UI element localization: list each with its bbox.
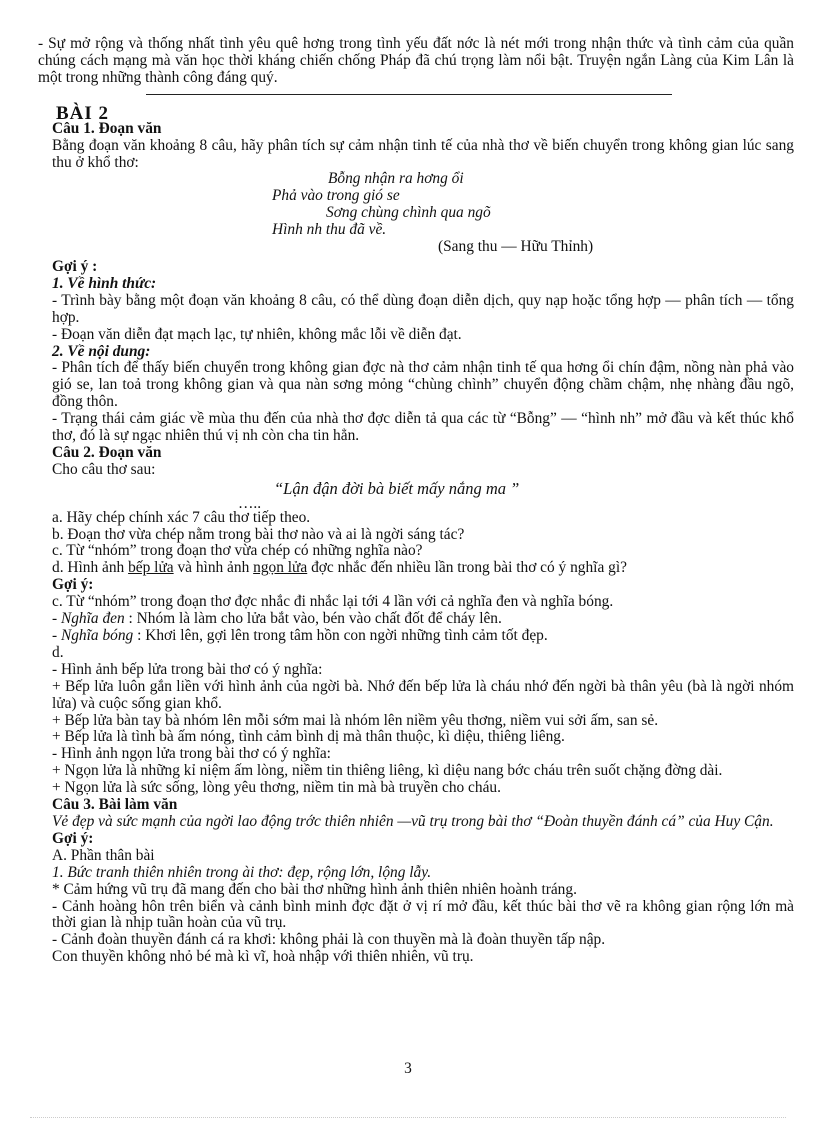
cau3-line: - Cảnh đoàn thuyền đánh cá ra khơi: không phải là con thuyền mà là đoàn thuyền tấp nập. <box>52 931 606 949</box>
question-d-end: đợc nhắc đến nhiều lần trong bài thơ có ý nghĩa gì? <box>307 559 627 577</box>
cau3-line: Con thuyền không nhỏ bé mà kì vĩ, hoà nhập với thiên nhiên, vũ trụ. <box>52 948 474 966</box>
section-divider <box>146 94 672 95</box>
page-number: 3 <box>404 1060 412 1077</box>
question-d-mid: và hình ảnh <box>173 559 254 577</box>
answer-d-line: - Hình ảnh bếp lửa trong bài thơ có ý nghĩa: <box>52 660 323 678</box>
literal-meaning-label: - Nghĩa đen <box>52 610 125 628</box>
figurative-meaning <box>38 628 794 645</box>
answer-d-line: - Hình ảnh ngọn lửa trong bài thơ có ý nghĩa: <box>52 745 331 763</box>
cau3-line: - Cảnh hoàng hôn trên biển và cảnh bình minh đợc đặt ở vị rí mở đầu, kết thúc bài thơ vẽ ra không gian rộng lớn mà thời gian là nhịp tuần hoàn của vũ trụ. <box>52 897 794 932</box>
poem-line-3: Sơng chùng chình qua ngõ <box>326 204 491 222</box>
question-d-term-1: bếp lửa <box>128 559 174 577</box>
answer-d-line: + Ngọn lửa là sức sống, lòng yêu thơng, niềm tin mà bà truyền cho cháu. <box>52 779 501 797</box>
cau2-quote: “Lận đận đời bà biết mấy nắng ma ” <box>274 478 520 498</box>
content-point-1: - Phân tích để thấy biến chuyển trong không gian đợc nà thơ cảm nhận tinh tế qua hơng ổi chín đậm, nồng nàn phả vào gió se, lan toả trong không gian và qua nàn sơng mỏng “chùng chình” chuyển động chầm chậm, nhẹ nhàng đầu ngõ, đồng thôn. <box>52 359 794 411</box>
poem-source: (Sang thu — Hữu Thỉnh) <box>438 238 594 256</box>
cau3-prompt: Vẻ đẹp và sức mạnh của ngời lao động trớc thiên nhiên —vũ trụ trong bài thơ “Đoàn thuyền đánh cá” của Huy Cận. <box>52 812 774 830</box>
figurative-meaning-label: - Nghĩa bóng <box>52 627 134 644</box>
cau1-heading: Câu 1. Đoạn văn <box>52 119 162 137</box>
cau3-hint-heading: Gợi ý: <box>52 829 94 847</box>
poem-line-2: Phả vào trong gió se <box>272 187 400 205</box>
answer-c: c. Từ “nhóm” trong đoạn thơ đợc nhắc đi nhắc lại tới 4 lần với cả nghĩa đen và nghĩa bóng. <box>52 593 614 611</box>
answer-d-line: + Bếp lửa luôn gắn liền với hình ảnh của ngời bà. Nhớ đến bếp lửa là cháu nhớ đến ngời bà thân yêu (bà là ngời nhóm lửa) và cuộc sống gian khổ. <box>52 677 794 712</box>
cau3-line: * Cảm hứng vũ trụ đã mang đến cho bài thơ những hình ảnh thiên nhiên hoành tráng. <box>52 880 577 898</box>
literal-meaning <box>38 611 794 628</box>
literal-meaning-text: : Nhóm là làm cho lửa bắt vào, bén vào chất đốt để cháy lên. <box>124 610 502 628</box>
answer-d-line: + Bếp lửa là tình bà ấm nóng, tình cảm bình dị mà thân thuộc, kì diệu, thiêng liêng. <box>52 728 565 746</box>
form-heading: 1. Về hình thức: <box>52 274 157 292</box>
question-c: c. Từ “nhóm” trong đoạn thơ vừa chép có những nghĩa nào? <box>52 542 423 560</box>
answer-d: d. <box>52 643 64 661</box>
cau2-heading: Câu 2. Đoạn văn <box>52 443 162 461</box>
question-a: a. Hãy chép chính xác 7 câu thơ tiếp theo. <box>52 508 311 526</box>
cau2-hint-heading: Gợi ý: <box>52 576 94 594</box>
lesson-title: BÀI 2 <box>56 102 110 124</box>
document-page <box>38 36 794 966</box>
intro-paragraph: - Sự mở rộng và thống nhất tình yêu quê hơng trong tình yếu đất nớc là nét mới trong nhận thức và tình cảm của quần chúng cách mạng mà văn học thời kháng chiến chống Pháp đã chú trọng làm nổi bật. Truyện ngắn Làng của Kim Lân là một trong những thành công đáng quý. <box>38 35 794 86</box>
cau2-ellipsis: ….. <box>238 494 262 512</box>
cau2-prompt: Cho câu thơ sau: <box>52 460 156 478</box>
form-point-2: - Đoạn văn diễn đạt mạch lạc, tự nhiên, không mắc lỗi về diễn đạt. <box>52 325 462 343</box>
question-b: b. Đoạn thơ vừa chép nằm trong bài thơ nào và ai là ngời sáng tác? <box>52 525 465 543</box>
cau3-subheading: 1. Bức tranh thiên nhiên trong ài thơ: đẹp, rộng lớn, lộng lẫy. <box>52 863 432 881</box>
cau1-prompt: Bằng đoạn văn khoảng 8 câu, hãy phân tích sự cảm nhận tinh tế của nhà thơ về biến chuyển trong không gian lúc sang thu ở khổ thơ: <box>52 136 794 171</box>
figurative-meaning-text: : Khơi lên, gợi lên trong tâm hồn con ngời những tình cảm tốt đẹp. <box>133 627 548 644</box>
content-point-2: - Trạng thái cảm giác về mùa thu đến của nhà thơ đợc diễn tả qua các từ “Bỗng” — “hình nh” mở đầu và kết thúc khổ thơ, đó là sự ngạc nhiên thú vị nh còn cha tin hẳn. <box>52 410 794 445</box>
content-heading: 2. Về nội dung: <box>52 342 151 360</box>
cau3-heading: Câu 3. Bài làm văn <box>52 796 178 814</box>
question-d-term-2: ngọn lửa <box>253 559 308 577</box>
cau1-hint-heading: Gợi ý : <box>52 257 98 275</box>
answer-d-line: + Ngọn lửa là những kỉ niệm ấm lòng, niềm tin thiêng liêng, kì diệu nang bớc cháu trên suốt chặng đờng dài. <box>52 762 723 780</box>
question-d <box>38 560 794 577</box>
form-point-1: - Trình bày bằng một đoạn văn khoảng 8 câu, có thể dùng đoạn diễn dịch, quy nạp hoặc tổng hợp — phân tích — tổng hợp. <box>52 291 794 326</box>
poem-line-1: Bỗng nhận ra hơng ổi <box>328 170 464 188</box>
poem-line-4: Hình nh thu đã về. <box>272 221 387 239</box>
answer-d-line: + Bếp lửa bàn tay bà nhóm lên mỗi sớm mai là nhóm lên niềm yêu thơng, niềm vui sởi ấm, san sẻ. <box>52 711 659 729</box>
question-d-start: d. Hình ảnh <box>52 559 129 577</box>
page-bottom-border <box>30 1117 786 1118</box>
cau3-part-a: A. Phần thân bài <box>52 846 155 864</box>
